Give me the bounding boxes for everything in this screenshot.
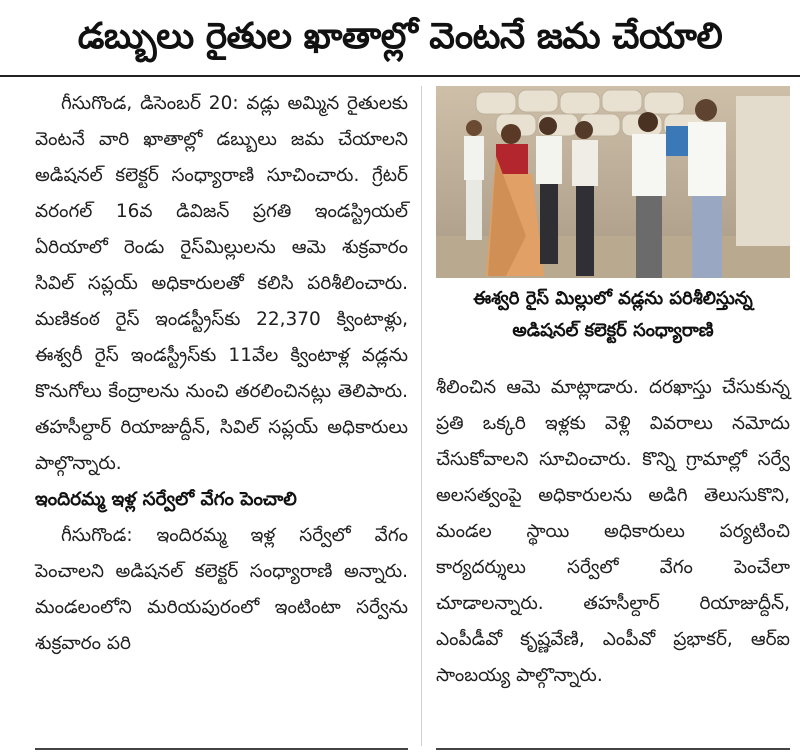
photo-caption-line-1: ఈశ్వరి రైస్ మిల్లులో వడ్లను పరిశీలిస్తున్న: [473, 288, 753, 309]
article-paragraph-2: గీసుగొండ: ఇందిరమ్మ ఇళ్ల సర్వేలో వేగం పెంచాలని అడిషనల్ కలెక్టర్ సంధ్యారాణి అన్నారు. మండలంలోని మరియపురంలో ఇంటింటా సర్వేను శుక్రవారం పరి: [35, 525, 408, 654]
news-photo-illustration: [436, 86, 790, 278]
column-divider: [421, 86, 422, 746]
photo-caption-line-2: అడిషనల్ కలెక్టర్ సంధ్యారాణి: [512, 320, 714, 341]
article-paragraph-3: శీలించిన ఆమె మాట్లాడారు. దరఖాస్తు చేసుకున్న ప్రతి ఒక్కరి ఇళ్లకు వెళ్లి వివరాలు నమోదు చేసుకోవాలని సూచించారు. కొన్ని గ్రామాల్లో సర్వే అలసత్వంపై అధికారులను అడిగి తెలుసుకొని, మండల స్థాయి అధికారులు పర్యటించి కార్యదర్శులు సర్వేలో వేగం పెంచేలా చూడాలన్నారు. తహసీల్దార్ రియాజుద్దీన్, ఎంపీడీవో కృష్ణవేణి, ఎంపీవో ప్రభాకర్, ఆర్ఐ సాంబయ్య పాల్గొన్నారు.: [436, 377, 790, 686]
headline-rule: [0, 75, 800, 77]
photo-caption: [436, 283, 790, 347]
left-column: [35, 86, 408, 662]
article-subheading: ఇందిరమ్మ ఇళ్ల సర్వేలో వేగం పెంచాలి: [35, 489, 297, 510]
right-column: [436, 370, 790, 694]
headline: డబ్బులు రైతుల ఖాతాల్లో వెంటనే జమ చేయాలి: [77, 16, 723, 57]
bottom-rule-left: [35, 748, 408, 750]
article-paragraph-1: గీసుగొండ, డిసెంబర్ 20: వడ్లు అమ్మిన రైతులకు వెంటనే వారి ఖాతాల్లో డబ్బులు జమ చేయాలని అడిషనల్ కలెక్టర్ సంధ్యారాణి సూచించారు. గ్రేటర్ వరంగల్ 16వ డివిజన్ ప్రగతి ఇండస్ట్రియల్ ఏరియాలో రెండు రైస్‌మిల్లులను ఆమె శుక్రవారం సివిల్ సప్లయ్ అధికారులతో కలిసి పరిశీలించారు. మణికంఠ రైస్ ఇండస్ట్రీస్‌కు 22,370 క్వింటాళ్లు, ఈశ్వరీ రైస్ ఇండస్ట్రీస్‌కు 11వేల క్వింటాళ్ల వడ్లను కొనుగోలు కేంద్రాలను నుంచి తరలించినట్లు తెలిపారు. తహసీల్దార్ రియాజుద్దీన్, సివిల్ సప్లయ్ అధికారులు పాల్గొన్నారు.: [35, 93, 408, 474]
news-photo: [436, 86, 790, 278]
bottom-rule-right: [436, 748, 790, 750]
